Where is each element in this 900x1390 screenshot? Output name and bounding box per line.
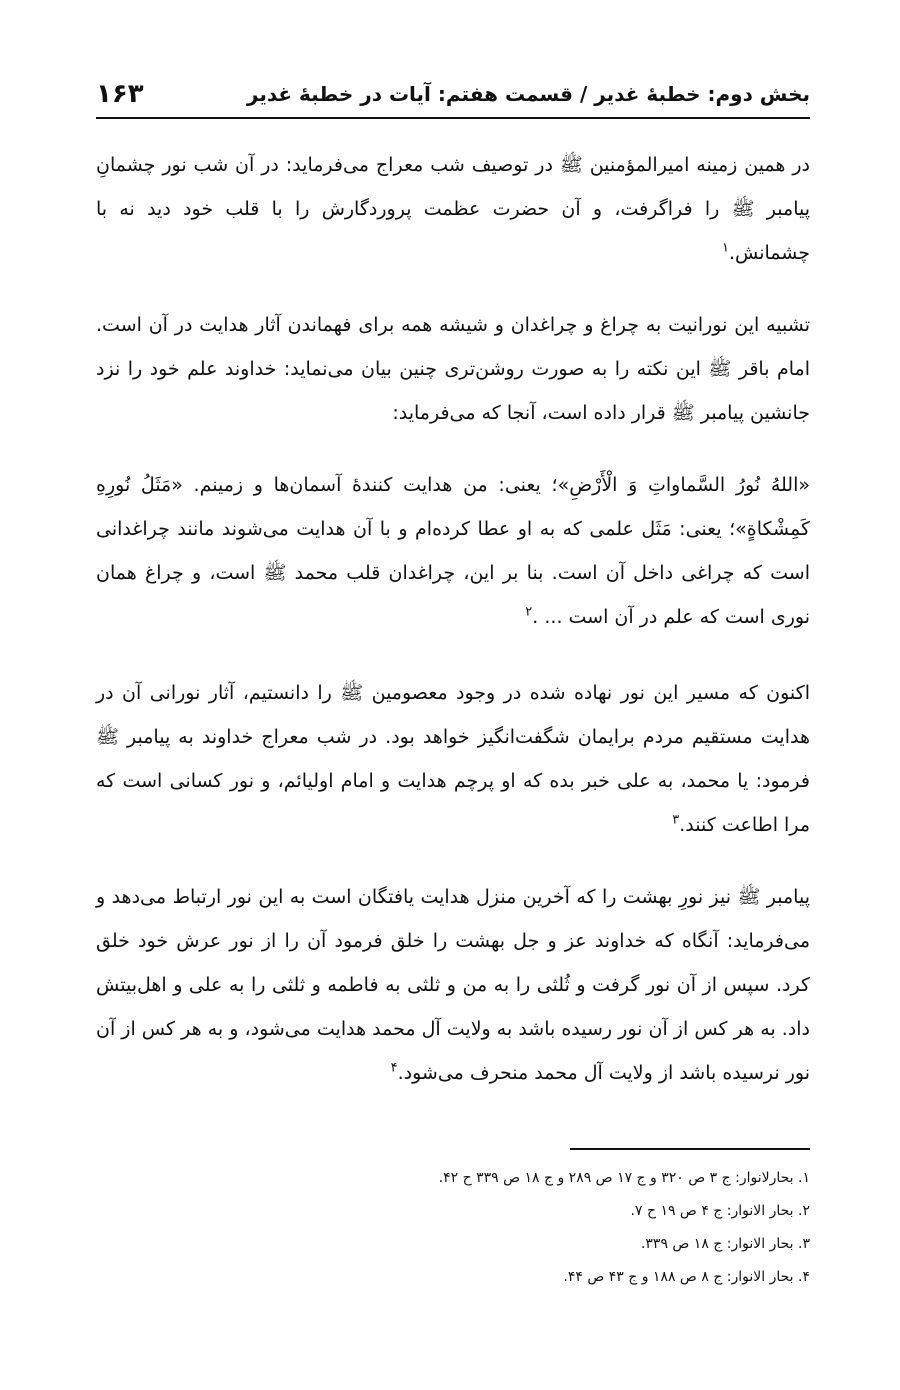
body-text <box>96 143 810 1123</box>
footnote: ۲. بحار الانوار: ج ۴ ص ۱۹ ح ۷. <box>630 1203 810 1219</box>
paragraph <box>96 303 810 435</box>
footnote: ۱. بحارلانوار: ج ۳ ص ۳۲۰ و ج ۱۷ ص ۲۸۹ و ج ۱۸ ص ۳۳۹ ح ۴۲. <box>438 1170 810 1186</box>
page-number: ۱۶۳ <box>96 79 144 109</box>
footnote-marker: ۲ <box>525 604 533 620</box>
paragraph-text: پیامبر ﷺ نیز نورِ بهشت را که آخرین منزل هدایت یافتگان است به این نور ارتباط می‌دهد و می‌فرماید: آنگاه که خداوند عز و جل بهشت را خلق فرمود آن را از نور عرش خود خلق کرد. سپس از آن نور گرفت و ثُلثی را به من و ثلثی به فاطمه و ثلثی را به علی و اهل‌بیتش داد. به هر کس از آن نور رسیده باشد به ولایت آل محمد هدایت می‌شود، و به هر کس از آن نور نرسیده باشد از ولایت آل محمد منحرف می‌شود. <box>96 886 810 1084</box>
paragraph <box>96 143 810 275</box>
header-rule <box>96 117 810 119</box>
paragraph-text: در همین زمینه امیرالمؤمنین ﷺ در توصیف شب معراج می‌فرماید: در آن شب نور چشمانِ پیامبر ﷺ را فراگرفت، و آن حضرت عظمت پروردگارش را با قلب خود دید نه با چشمانش. <box>96 154 810 264</box>
footnote-marker: ۴ <box>390 1060 398 1076</box>
page-header <box>96 74 810 114</box>
paragraph <box>96 671 810 847</box>
footnote: ۴. بحار الانوار: ج ۸ ص ۱۸۸ و ج ۴۳ ص ۴۴. <box>563 1269 810 1285</box>
paragraph <box>96 463 810 639</box>
paragraph-text: «اللهُ نُورُ السَّماواتِ وَ الْأَرْضِ»؛ یعنی: من هدایت کنندهٔ آسمان‌ها و زمینم. «مَثَلُ نُورِهِ كَمِشْكاةٍ»؛ یعنی: مَثَل علمی که به او عطا کرده‌ام و با آن هدایت می‌شوند مانند چراغدانی است که چراغی داخل آن است. بنا بر این، چراغدان قلب محمد ﷺ است، و چراغ همان نوری است که علم در آن است ... . <box>96 474 810 628</box>
paragraph <box>96 875 810 1095</box>
paragraph-text: تشبیه این نورانیت به چراغ و چراغدان و شیشه همه برای فهماندن آثار هدایت در آن است. امام باقر ﷺ این نکته را به صورت روشن‌تری چنین بیان می‌نماید: خداوند علم خود را نزد جانشین پیامبر ﷺ قرار داده است، آنجا که می‌فرماید: <box>96 314 810 424</box>
footnote-marker: ۱ <box>721 240 729 256</box>
book-page <box>96 0 810 1390</box>
footnote-separator <box>570 1148 810 1150</box>
paragraph-text: اکنون که مسیر این نور نهاده شده در وجود معصومین ﷺ را دانستیم، آثار نورانی آن در هدایت مستقیم مردم برایمان شگفت‌انگیز خواهد بود. در شب معراج خداوند به پیامبر ﷺ فرمود: یا محمد، به علی خبر بده که او پرچم هدایت و امام اولیائم، و نور کسانی است که مرا اطاعت کنند. <box>96 682 810 836</box>
footnotes <box>96 1162 810 1294</box>
running-title: بخش دوم: خطبهٔ غدیر / قسمت هفتم: آیات در خطبهٔ غدیر <box>246 82 810 106</box>
footnote: ۳. بحار الانوار: ج ۱۸ ص ۳۳۹. <box>640 1236 810 1252</box>
footnote-marker: ۳ <box>672 812 680 828</box>
